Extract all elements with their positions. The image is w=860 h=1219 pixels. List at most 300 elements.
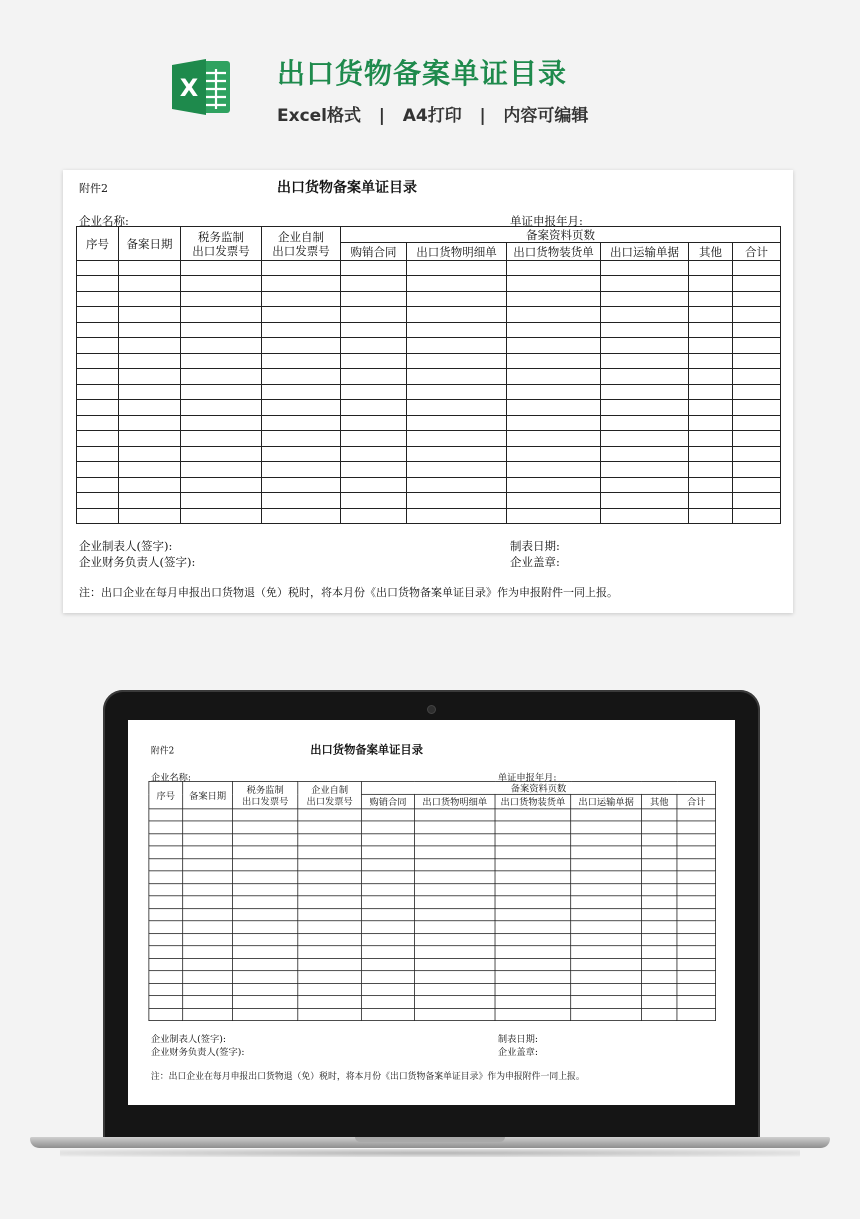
screen-table-cell[interactable] xyxy=(361,958,414,970)
screen-table-cell[interactable] xyxy=(361,983,414,995)
screen-table-cell[interactable] xyxy=(677,983,716,995)
table-cell[interactable] xyxy=(119,493,181,508)
screen-table-cell[interactable] xyxy=(677,859,716,871)
screen-table-cell[interactable] xyxy=(149,834,183,846)
table-cell[interactable] xyxy=(77,400,119,415)
screen-table-cell[interactable] xyxy=(415,971,496,983)
screen-table-cell[interactable] xyxy=(642,996,677,1008)
screen-table-cell[interactable] xyxy=(183,809,233,821)
table-cell[interactable] xyxy=(733,462,781,477)
screen-table-cell[interactable] xyxy=(571,983,642,995)
screen-table-cell[interactable] xyxy=(361,896,414,908)
screen-table-cell[interactable] xyxy=(149,971,183,983)
table-cell[interactable] xyxy=(601,415,689,430)
table-cell[interactable] xyxy=(119,291,181,306)
table-cell[interactable] xyxy=(262,369,341,384)
screen-table-cell[interactable] xyxy=(415,846,496,858)
table-cell[interactable] xyxy=(689,353,733,368)
table-cell[interactable] xyxy=(77,276,119,291)
screen-table-cell[interactable] xyxy=(495,871,571,883)
screen-table-cell[interactable] xyxy=(642,884,677,896)
screen-table-cell[interactable] xyxy=(183,971,233,983)
table-cell[interactable] xyxy=(262,276,341,291)
table-cell[interactable] xyxy=(181,384,262,399)
screen-table-cell[interactable] xyxy=(233,884,298,896)
table-cell[interactable] xyxy=(77,369,119,384)
screen-table-cell[interactable] xyxy=(415,1008,496,1020)
table-cell[interactable] xyxy=(689,291,733,306)
table-cell[interactable] xyxy=(181,477,262,492)
screen-table-cell[interactable] xyxy=(361,859,414,871)
screen-table-cell[interactable] xyxy=(233,846,298,858)
screen-table-cell[interactable] xyxy=(677,884,716,896)
table-cell[interactable] xyxy=(341,384,407,399)
table-cell[interactable] xyxy=(733,431,781,446)
table-cell[interactable] xyxy=(407,415,507,430)
table-cell[interactable] xyxy=(601,446,689,461)
screen-table-cell[interactable] xyxy=(642,834,677,846)
screen-table-cell[interactable] xyxy=(361,846,414,858)
screen-table-cell[interactable] xyxy=(495,946,571,958)
table-cell[interactable] xyxy=(341,338,407,353)
table-cell[interactable] xyxy=(601,291,689,306)
screen-table-cell[interactable] xyxy=(642,921,677,933)
table-cell[interactable] xyxy=(733,415,781,430)
table-cell[interactable] xyxy=(262,493,341,508)
screen-table-cell[interactable] xyxy=(298,846,362,858)
screen-table-cell[interactable] xyxy=(298,834,362,846)
screen-table-cell[interactable] xyxy=(298,996,362,1008)
table-cell[interactable] xyxy=(119,384,181,399)
table-cell[interactable] xyxy=(407,446,507,461)
screen-table-cell[interactable] xyxy=(233,896,298,908)
screen-table-cell[interactable] xyxy=(233,996,298,1008)
table-cell[interactable] xyxy=(181,261,262,276)
table-cell[interactable] xyxy=(181,493,262,508)
screen-table-cell[interactable] xyxy=(677,996,716,1008)
table-cell[interactable] xyxy=(181,431,262,446)
screen-table-cell[interactable] xyxy=(495,1008,571,1020)
table-cell[interactable] xyxy=(341,400,407,415)
table-cell[interactable] xyxy=(181,353,262,368)
screen-table-cell[interactable] xyxy=(642,859,677,871)
table-cell[interactable] xyxy=(262,415,341,430)
table-cell[interactable] xyxy=(262,261,341,276)
table-cell[interactable] xyxy=(507,261,601,276)
screen-table-cell[interactable] xyxy=(571,884,642,896)
screen-table-cell[interactable] xyxy=(495,983,571,995)
screen-table-cell[interactable] xyxy=(298,983,362,995)
screen-table-cell[interactable] xyxy=(149,908,183,920)
screen-table-cell[interactable] xyxy=(149,921,183,933)
screen-table-cell[interactable] xyxy=(149,809,183,821)
screen-table-cell[interactable] xyxy=(298,933,362,945)
screen-table-cell[interactable] xyxy=(571,946,642,958)
table-cell[interactable] xyxy=(77,322,119,337)
screen-table-cell[interactable] xyxy=(677,896,716,908)
table-cell[interactable] xyxy=(119,415,181,430)
screen-table-cell[interactable] xyxy=(361,908,414,920)
table-cell[interactable] xyxy=(262,446,341,461)
table-cell[interactable] xyxy=(689,338,733,353)
screen-table-cell[interactable] xyxy=(642,809,677,821)
table-cell[interactable] xyxy=(689,431,733,446)
screen-table-cell[interactable] xyxy=(183,1008,233,1020)
screen-table-cell[interactable] xyxy=(571,921,642,933)
screen-table-cell[interactable] xyxy=(415,983,496,995)
table-cell[interactable] xyxy=(341,322,407,337)
table-cell[interactable] xyxy=(181,508,262,523)
table-cell[interactable] xyxy=(407,493,507,508)
screen-table-cell[interactable] xyxy=(677,809,716,821)
table-cell[interactable] xyxy=(601,400,689,415)
table-cell[interactable] xyxy=(77,338,119,353)
table-cell[interactable] xyxy=(601,338,689,353)
screen-table-cell[interactable] xyxy=(677,933,716,945)
table-cell[interactable] xyxy=(181,446,262,461)
table-cell[interactable] xyxy=(119,508,181,523)
table-cell[interactable] xyxy=(119,338,181,353)
table-cell[interactable] xyxy=(507,384,601,399)
screen-table-cell[interactable] xyxy=(149,821,183,833)
table-cell[interactable] xyxy=(407,384,507,399)
table-cell[interactable] xyxy=(77,431,119,446)
screen-table-cell[interactable] xyxy=(677,846,716,858)
table-cell[interactable] xyxy=(262,353,341,368)
screen-table-cell[interactable] xyxy=(495,921,571,933)
table-cell[interactable] xyxy=(733,322,781,337)
table-cell[interactable] xyxy=(119,276,181,291)
table-cell[interactable] xyxy=(689,415,733,430)
table-cell[interactable] xyxy=(262,508,341,523)
screen-table-cell[interactable] xyxy=(677,871,716,883)
screen-table-cell[interactable] xyxy=(298,908,362,920)
table-cell[interactable] xyxy=(507,307,601,322)
table-cell[interactable] xyxy=(407,307,507,322)
table-cell[interactable] xyxy=(601,431,689,446)
table-cell[interactable] xyxy=(407,322,507,337)
table-cell[interactable] xyxy=(733,384,781,399)
table-cell[interactable] xyxy=(341,446,407,461)
screen-table-cell[interactable] xyxy=(495,809,571,821)
screen-table-cell[interactable] xyxy=(183,859,233,871)
screen-table-cell[interactable] xyxy=(149,996,183,1008)
table-cell[interactable] xyxy=(77,477,119,492)
table-cell[interactable] xyxy=(407,353,507,368)
screen-table-cell[interactable] xyxy=(298,884,362,896)
table-cell[interactable] xyxy=(507,353,601,368)
table-cell[interactable] xyxy=(733,338,781,353)
table-cell[interactable] xyxy=(119,307,181,322)
table-cell[interactable] xyxy=(181,400,262,415)
screen-table-cell[interactable] xyxy=(149,958,183,970)
screen-table-cell[interactable] xyxy=(495,821,571,833)
table-cell[interactable] xyxy=(119,353,181,368)
screen-table-cell[interactable] xyxy=(233,859,298,871)
table-cell[interactable] xyxy=(689,462,733,477)
screen-table-cell[interactable] xyxy=(677,921,716,933)
screen-table-cell[interactable] xyxy=(677,971,716,983)
screen-table-cell[interactable] xyxy=(149,1008,183,1020)
screen-table-cell[interactable] xyxy=(233,958,298,970)
table-cell[interactable] xyxy=(341,477,407,492)
screen-table-cell[interactable] xyxy=(642,971,677,983)
table-cell[interactable] xyxy=(77,462,119,477)
screen-table-cell[interactable] xyxy=(361,821,414,833)
table-cell[interactable] xyxy=(77,384,119,399)
screen-table-cell[interactable] xyxy=(233,809,298,821)
table-cell[interactable] xyxy=(181,276,262,291)
screen-table-cell[interactable] xyxy=(149,896,183,908)
screen-table-cell[interactable] xyxy=(495,958,571,970)
screen-table-cell[interactable] xyxy=(642,933,677,945)
screen-table-cell[interactable] xyxy=(642,846,677,858)
screen-table-cell[interactable] xyxy=(183,884,233,896)
table-cell[interactable] xyxy=(507,446,601,461)
screen-table-cell[interactable] xyxy=(183,946,233,958)
table-cell[interactable] xyxy=(689,400,733,415)
screen-table-cell[interactable] xyxy=(495,834,571,846)
table-cell[interactable] xyxy=(733,261,781,276)
screen-table-cell[interactable] xyxy=(149,946,183,958)
screen-table-cell[interactable] xyxy=(571,871,642,883)
table-cell[interactable] xyxy=(407,431,507,446)
screen-table-cell[interactable] xyxy=(571,908,642,920)
table-cell[interactable] xyxy=(119,477,181,492)
screen-table-cell[interactable] xyxy=(183,983,233,995)
screen-table-cell[interactable] xyxy=(415,871,496,883)
screen-table-cell[interactable] xyxy=(571,846,642,858)
table-cell[interactable] xyxy=(601,462,689,477)
screen-table-cell[interactable] xyxy=(183,996,233,1008)
screen-table-cell[interactable] xyxy=(642,1008,677,1020)
table-cell[interactable] xyxy=(689,369,733,384)
table-cell[interactable] xyxy=(119,431,181,446)
screen-table-cell[interactable] xyxy=(183,921,233,933)
screen-table-cell[interactable] xyxy=(361,871,414,883)
table-cell[interactable] xyxy=(341,276,407,291)
screen-table-cell[interactable] xyxy=(149,884,183,896)
screen-table-cell[interactable] xyxy=(415,921,496,933)
screen-table-cell[interactable] xyxy=(233,834,298,846)
screen-table-cell[interactable] xyxy=(298,971,362,983)
table-cell[interactable] xyxy=(689,477,733,492)
table-cell[interactable] xyxy=(341,261,407,276)
table-cell[interactable] xyxy=(119,322,181,337)
screen-table-cell[interactable] xyxy=(361,834,414,846)
table-cell[interactable] xyxy=(507,322,601,337)
screen-table-cell[interactable] xyxy=(677,958,716,970)
table-cell[interactable] xyxy=(507,291,601,306)
screen-table-cell[interactable] xyxy=(495,971,571,983)
screen-table-cell[interactable] xyxy=(415,834,496,846)
screen-table-cell[interactable] xyxy=(677,946,716,958)
table-cell[interactable] xyxy=(262,477,341,492)
table-cell[interactable] xyxy=(507,462,601,477)
table-cell[interactable] xyxy=(733,307,781,322)
screen-table-cell[interactable] xyxy=(571,971,642,983)
table-cell[interactable] xyxy=(601,353,689,368)
table-cell[interactable] xyxy=(733,276,781,291)
screen-table-cell[interactable] xyxy=(149,871,183,883)
screen-table-cell[interactable] xyxy=(571,958,642,970)
table-cell[interactable] xyxy=(733,493,781,508)
screen-table-cell[interactable] xyxy=(298,921,362,933)
screen-table-cell[interactable] xyxy=(415,933,496,945)
screen-table-cell[interactable] xyxy=(495,996,571,1008)
screen-table-cell[interactable] xyxy=(233,933,298,945)
table-cell[interactable] xyxy=(262,291,341,306)
screen-table-cell[interactable] xyxy=(415,859,496,871)
table-cell[interactable] xyxy=(407,291,507,306)
screen-table-cell[interactable] xyxy=(149,983,183,995)
table-cell[interactable] xyxy=(341,493,407,508)
table-cell[interactable] xyxy=(507,369,601,384)
screen-table-cell[interactable] xyxy=(183,871,233,883)
table-cell[interactable] xyxy=(601,477,689,492)
table-cell[interactable] xyxy=(601,322,689,337)
screen-table-cell[interactable] xyxy=(298,859,362,871)
screen-table-cell[interactable] xyxy=(571,996,642,1008)
table-cell[interactable] xyxy=(341,431,407,446)
screen-table-cell[interactable] xyxy=(495,908,571,920)
screen-table-cell[interactable] xyxy=(642,983,677,995)
table-cell[interactable] xyxy=(689,384,733,399)
screen-table-cell[interactable] xyxy=(571,859,642,871)
table-cell[interactable] xyxy=(507,338,601,353)
screen-table-cell[interactable] xyxy=(642,821,677,833)
screen-table-cell[interactable] xyxy=(495,933,571,945)
screen-table-cell[interactable] xyxy=(361,921,414,933)
table-cell[interactable] xyxy=(181,462,262,477)
table-cell[interactable] xyxy=(119,462,181,477)
screen-table-cell[interactable] xyxy=(495,846,571,858)
screen-table-cell[interactable] xyxy=(183,896,233,908)
screen-table-cell[interactable] xyxy=(233,908,298,920)
table-cell[interactable] xyxy=(601,508,689,523)
table-cell[interactable] xyxy=(689,508,733,523)
screen-table-cell[interactable] xyxy=(415,821,496,833)
table-cell[interactable] xyxy=(507,400,601,415)
screen-table-cell[interactable] xyxy=(642,958,677,970)
screen-table-cell[interactable] xyxy=(677,834,716,846)
table-cell[interactable] xyxy=(119,369,181,384)
table-cell[interactable] xyxy=(262,322,341,337)
screen-table-cell[interactable] xyxy=(298,871,362,883)
screen-table-cell[interactable] xyxy=(415,884,496,896)
table-cell[interactable] xyxy=(689,446,733,461)
table-cell[interactable] xyxy=(601,384,689,399)
table-cell[interactable] xyxy=(733,477,781,492)
screen-table-cell[interactable] xyxy=(642,896,677,908)
table-cell[interactable] xyxy=(507,493,601,508)
table-cell[interactable] xyxy=(262,384,341,399)
table-cell[interactable] xyxy=(77,446,119,461)
screen-table-cell[interactable] xyxy=(642,908,677,920)
table-cell[interactable] xyxy=(181,415,262,430)
screen-table-cell[interactable] xyxy=(415,996,496,1008)
table-cell[interactable] xyxy=(689,493,733,508)
screen-table-cell[interactable] xyxy=(233,946,298,958)
screen-table-cell[interactable] xyxy=(233,871,298,883)
screen-table-cell[interactable] xyxy=(298,1008,362,1020)
screen-table-cell[interactable] xyxy=(361,1008,414,1020)
table-cell[interactable] xyxy=(262,400,341,415)
screen-table-cell[interactable] xyxy=(149,846,183,858)
screen-table-cell[interactable] xyxy=(298,896,362,908)
table-cell[interactable] xyxy=(77,353,119,368)
table-cell[interactable] xyxy=(262,307,341,322)
table-cell[interactable] xyxy=(119,261,181,276)
screen-table-cell[interactable] xyxy=(233,971,298,983)
table-cell[interactable] xyxy=(507,477,601,492)
table-cell[interactable] xyxy=(733,291,781,306)
table-cell[interactable] xyxy=(733,353,781,368)
screen-table-cell[interactable] xyxy=(361,809,414,821)
screen-table-cell[interactable] xyxy=(361,884,414,896)
screen-table-cell[interactable] xyxy=(298,821,362,833)
screen-table-cell[interactable] xyxy=(233,983,298,995)
screen-table-cell[interactable] xyxy=(415,908,496,920)
table-cell[interactable] xyxy=(689,322,733,337)
screen-table-cell[interactable] xyxy=(571,896,642,908)
table-cell[interactable] xyxy=(733,508,781,523)
table-cell[interactable] xyxy=(407,477,507,492)
screen-table-cell[interactable] xyxy=(183,958,233,970)
screen-table-cell[interactable] xyxy=(415,946,496,958)
table-cell[interactable] xyxy=(689,261,733,276)
table-cell[interactable] xyxy=(341,307,407,322)
screen-table-cell[interactable] xyxy=(415,809,496,821)
table-cell[interactable] xyxy=(601,493,689,508)
table-cell[interactable] xyxy=(407,400,507,415)
table-cell[interactable] xyxy=(601,307,689,322)
table-cell[interactable] xyxy=(733,400,781,415)
table-cell[interactable] xyxy=(262,462,341,477)
table-cell[interactable] xyxy=(407,462,507,477)
table-cell[interactable] xyxy=(119,400,181,415)
screen-table-cell[interactable] xyxy=(183,846,233,858)
screen-table-cell[interactable] xyxy=(677,821,716,833)
table-cell[interactable] xyxy=(689,276,733,291)
table-cell[interactable] xyxy=(181,369,262,384)
screen-table-cell[interactable] xyxy=(495,859,571,871)
screen-table-cell[interactable] xyxy=(571,821,642,833)
screen-table-cell[interactable] xyxy=(149,933,183,945)
table-cell[interactable] xyxy=(733,446,781,461)
screen-table-cell[interactable] xyxy=(149,859,183,871)
table-cell[interactable] xyxy=(341,415,407,430)
screen-table-cell[interactable] xyxy=(183,933,233,945)
screen-table-cell[interactable] xyxy=(571,1008,642,1020)
screen-table-cell[interactable] xyxy=(298,958,362,970)
screen-table-cell[interactable] xyxy=(361,933,414,945)
table-cell[interactable] xyxy=(733,369,781,384)
screen-table-cell[interactable] xyxy=(233,821,298,833)
screen-table-cell[interactable] xyxy=(183,821,233,833)
table-cell[interactable] xyxy=(77,508,119,523)
screen-table-cell[interactable] xyxy=(233,1008,298,1020)
screen-table-cell[interactable] xyxy=(298,809,362,821)
screen-table-cell[interactable] xyxy=(642,946,677,958)
table-cell[interactable] xyxy=(77,415,119,430)
table-cell[interactable] xyxy=(341,353,407,368)
table-cell[interactable] xyxy=(77,307,119,322)
table-cell[interactable] xyxy=(407,276,507,291)
table-cell[interactable] xyxy=(507,276,601,291)
table-cell[interactable] xyxy=(341,369,407,384)
screen-table-cell[interactable] xyxy=(361,996,414,1008)
